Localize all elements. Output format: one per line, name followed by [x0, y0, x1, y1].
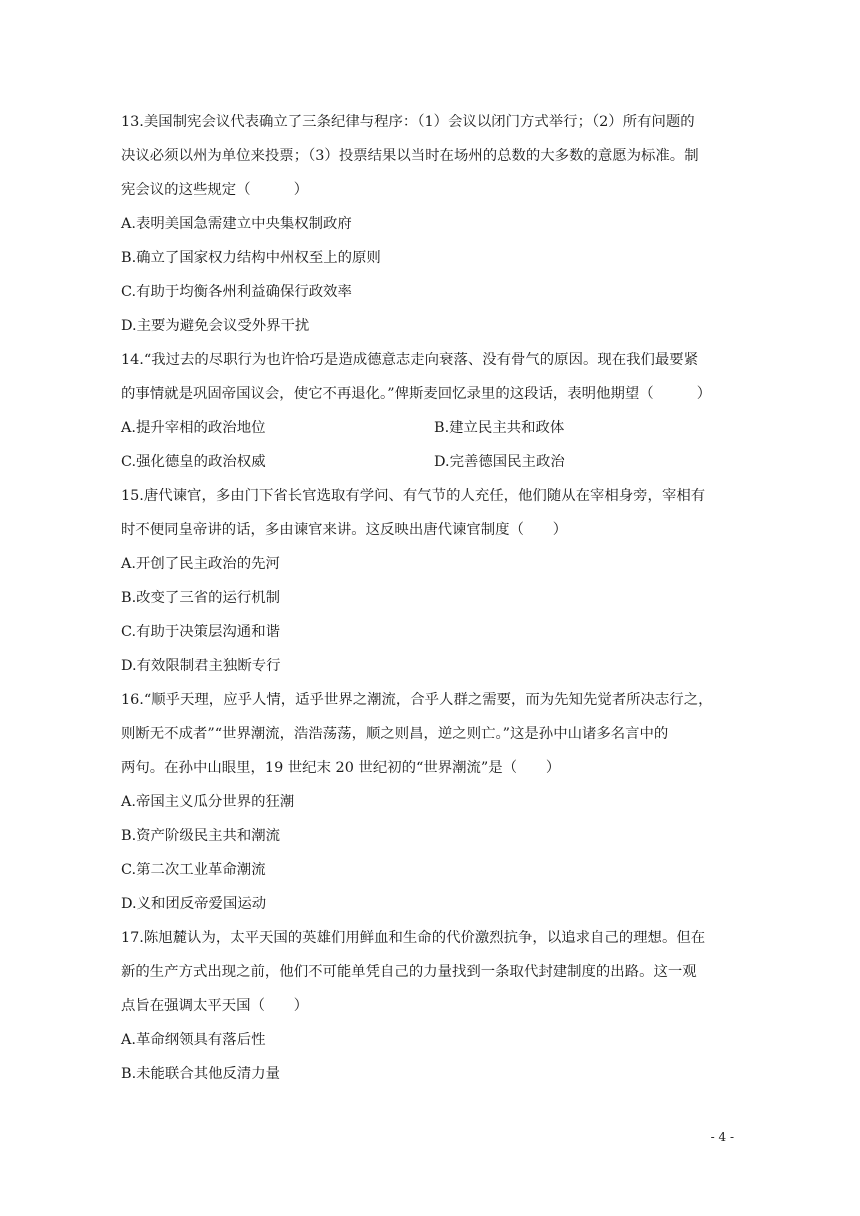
q13-option-b: B.确立了国家权力结构中州权至上的原则	[121, 250, 381, 266]
q16-option-a: A.帝国主义瓜分世界的狂潮	[121, 794, 295, 810]
q17-option-b: B.未能联合其他反清力量	[121, 1066, 281, 1082]
q13-option-c: C.有助于均衡各州利益确保行政效率	[121, 284, 352, 300]
q14-option-a: A.提升宰相的政治地位	[121, 420, 266, 436]
q15-option-c: C.有助于决策层沟通和谐	[121, 624, 280, 640]
q17-stem-line-2: 新的生产方式出现之前，他们不可能单凭自己的力量找到一条取代封建制度的出路。这一观	[121, 964, 697, 980]
q13-option-d: D.主要为避免会议受外界干扰	[121, 318, 310, 334]
q13-option-a: A.表明美国急需建立中央集权制政府	[121, 216, 352, 232]
q14-option-c: C.强化德皇的政治权威	[121, 454, 266, 470]
q15-stem-line-2: 时不便同皇帝讲的话，多由谏官来讲。这反映出唐代谏官制度（ ）	[121, 522, 568, 538]
q15-option-b: B.改变了三省的运行机制	[121, 590, 281, 606]
q16-stem-line-3: 两句。在孙中山眼里，19 世纪末 20 世纪初的“世界潮流”是（ ）	[121, 760, 561, 776]
q13-stem-line-1: 13.美国制宪会议代表确立了三条纪律与程序：（1）会议以闭门方式举行；（2）所有问题的	[121, 114, 695, 130]
q16-option-b: B.资产阶级民主共和潮流	[121, 828, 281, 844]
q14-option-b: B.建立民主共和政体	[434, 420, 565, 436]
q13-stem-line-2: 决议必须以州为单位来投票；（3）投票结果以当时在场州的总数的大多数的意愿为标准。制	[121, 148, 699, 164]
q15-stem-line-1: 15.唐代谏官，多由门下省长官选取有学问、有气节的人充任，他们随从在宰相身旁，宰相有	[121, 488, 706, 504]
page-number: - 4 -	[710, 1130, 734, 1144]
q13-stem-line-3: 宪会议的这些规定（ ）	[121, 182, 309, 198]
q14-stem-line-2: 的事情就是巩固帝国议会，使它不再退化。”俾斯麦回忆录里的这段话，表明他期望（ ）	[121, 386, 712, 402]
q15-option-a: A.开创了民主政治的先河	[121, 556, 280, 572]
q16-stem-line-1: 16.“顺乎天理，应乎人情，适乎世界之潮流，合乎人群之需要，而为先知先觉者所决志行之，	[121, 692, 713, 708]
q17-stem-line-1: 17.陈旭麓认为，太平天国的英雄们用鲜血和生命的代价激烈抗争，以追求自己的理想。但在	[121, 930, 706, 946]
q16-stem-line-2: 则断无不成者”“世界潮流，浩浩荡荡，顺之则昌，逆之则亡。”这是孙中山诸多名言中的	[121, 726, 669, 742]
q16-option-c: C.第二次工业革命潮流	[121, 862, 266, 878]
q17-stem-line-3: 点旨在强调太平天国（ ）	[121, 998, 309, 1014]
q16-option-d: D.义和团反帝爱国运动	[121, 896, 267, 912]
q17-option-a: A.革命纲领具有落后性	[121, 1032, 266, 1048]
q14-stem-line-1: 14.“我过去的尽职行为也许恰巧是造成德意志走向衰落、没有骨气的原因。现在我们最要紧	[121, 352, 699, 368]
q15-option-d: D.有效限制君主独断专行	[121, 658, 281, 674]
q14-option-d: D.完善德国民主政治	[434, 454, 565, 470]
